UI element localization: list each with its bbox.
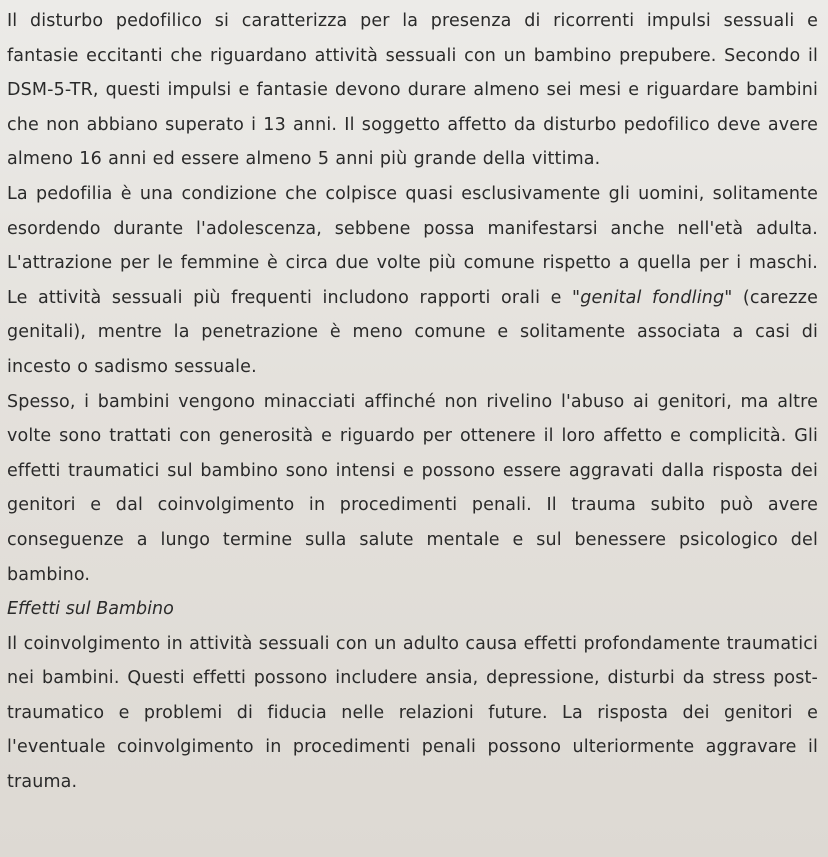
paragraph-1: Il disturbo pedofilico si caratterizza per la presenza di ricorrenti impulsi sessuali e fantasie eccitanti che riguardano attività sessuali con un bambino prepubere. Secondo il DSM-5-TR, questi impulsi e fantasie devono durare almeno sei mesi e riguardare bambini che non abbiano superato i 13 anni. Il soggetto affetto da disturbo pedofilico deve avere almeno 16 anni ed essere almeno 5 anni più grande della vittima. xyxy=(7,11,818,170)
paragraph-4: Il coinvolgimento in attività sessuali con un adulto causa effetti profondamente traumatici nei bambini. Questi effetti possono includere ansia, depressione, disturbi da stress post-traumatico e problemi di fiducia nelle relazioni future. La risposta dei genitori e l'eventuale coinvolgimento in procedimenti penali possono ulteriormente aggravare il trauma. xyxy=(7,633,818,793)
paragraph-2-italic-term: genital fondling xyxy=(580,287,725,308)
paragraph-2 xyxy=(7,177,818,385)
section-heading: Effetti sul Bambino xyxy=(7,599,174,620)
paragraph-3: Spesso, i bambini vengono minacciati affinché non rivelino l'abuso ai genitori, ma altre volte sono trattati con generosità e riguardo per ottenere il loro affetto e complicità. Gli effetti traumatici sul bambino sono intensi e possono essere aggravati dalla risposta dei genitori e dal coinvolgimento in procedimenti penali. Il trauma subito può avere conseguenze a lungo termine sulla salute mentale e sul benessere psicologico del bambino. xyxy=(7,391,818,585)
paragraph-2-before: La pedofilia è una condizione che colpisce quasi esclusivamente gli uomini, solitamente esordendo durante l'adolescenza, sebbene possa manifestarsi anche nell'età adulta. L'attrazione per le femmine è circa due volte più comune rispetto a quella per i maschi. Le attività sessuali più frequenti includono rapporti orali e " xyxy=(7,183,818,308)
paragraph-2-after: " (carezze genitali), mentre la penetrazione è meno comune e solitamente associata a casi di incesto o sadismo sessuale. xyxy=(7,287,818,377)
